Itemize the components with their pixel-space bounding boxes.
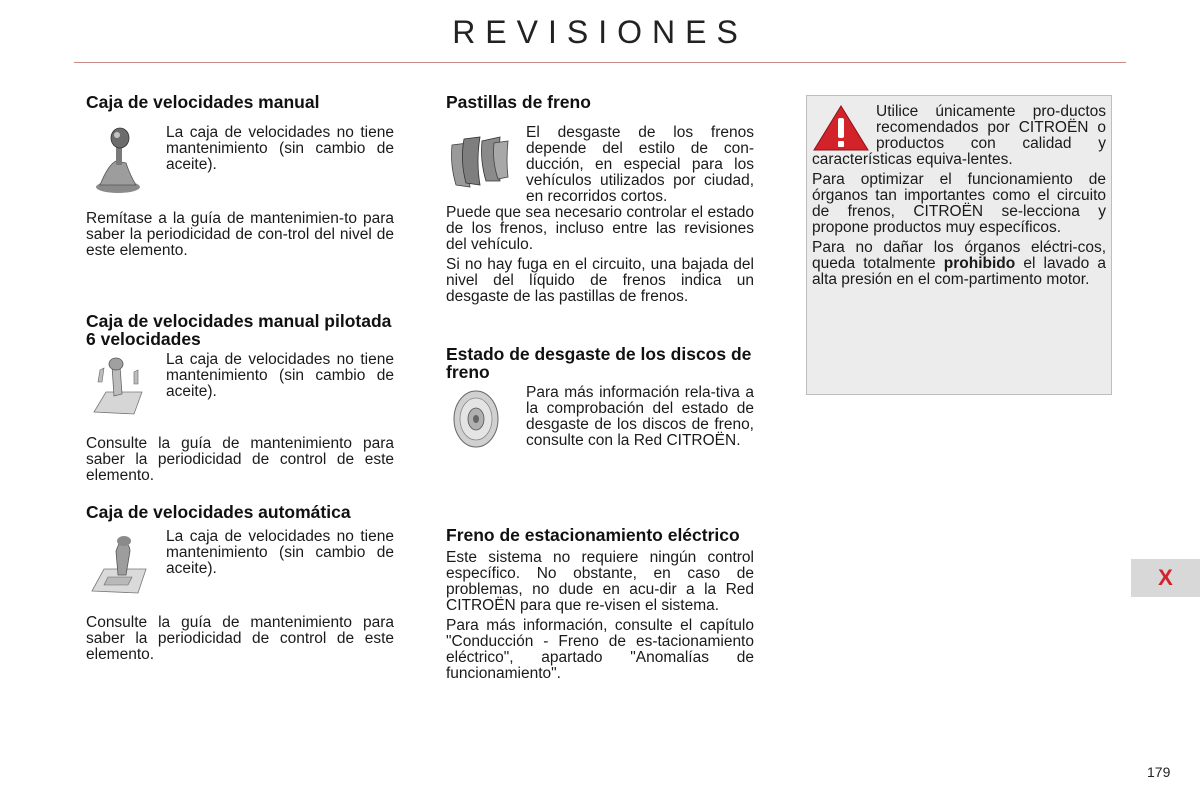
- title-divider: [74, 62, 1126, 63]
- gear-selector-icon: [86, 352, 152, 424]
- brake-pads-icon: [446, 125, 512, 197]
- body-text: Para más información, consulte el capítulo "Conducción - Freno de es-tacionamiento eléctrico", apartado "Anomalías de funcionamiento".: [446, 617, 754, 682]
- side-text: El desgaste de los frenos depende del estilo de con-ducción, en especial para los vehículos utilizados por ciudad, en recorridos cortos.: [526, 124, 754, 205]
- warning-text: Para optimizar el funcionamiento de órganos tan importantes como el circuito de frenos, CITROËN se-lecciona y propone productos muy específicos.: [812, 171, 1106, 236]
- section-automatic-gearbox: [86, 503, 394, 663]
- warning-box: [806, 95, 1112, 395]
- body-text: Este sistema no requiere ningún control específico. No obstante, en caso de problemas, no dude en acu-dir a la Red CITROËN para que re-visen el sistema.: [446, 549, 754, 614]
- automatic-selector-icon: [86, 529, 152, 601]
- section-electric-parking-brake: [446, 526, 754, 682]
- warning-icon: [812, 104, 870, 152]
- body-text: Puede que sea necesario controlar el estado de los frenos, incluso entre las revisiones del vehículo.: [446, 204, 754, 253]
- page-title: REVISIONES: [452, 14, 748, 50]
- section-heading: Freno de estacionamiento eléctrico: [446, 525, 740, 545]
- page-number: 179: [1147, 764, 1171, 780]
- section-brake-pads: [446, 93, 754, 305]
- body-text: Si no hay fuga en el circuito, una bajada del nivel del líquido de frenos indica un desgaste de las pastillas de frenos.: [446, 256, 754, 305]
- chapter-tab[interactable]: X: [1131, 559, 1200, 597]
- section-heading: Caja de velocidades automática: [86, 502, 351, 522]
- body-text: Remítase a la guía de mantenimien-to para saber la periodicidad de con-trol del nivel de este elemento.: [86, 210, 394, 259]
- side-text: La caja de velocidades no tiene mantenimiento (sin cambio de aceite).: [166, 124, 394, 173]
- section-heading: Pastillas de freno: [446, 92, 591, 112]
- warning-text: Utilice únicamente pro-ductos recomendados por CITROËN o productos con calidad y características equiva-lentes.: [812, 103, 1106, 168]
- section-heading: Caja de velocidades manual pilotada 6 velocidades: [86, 311, 392, 349]
- gear-lever-icon: [86, 125, 152, 197]
- section-heading: Caja de velocidades manual: [86, 92, 320, 112]
- body-text: Consulte la guía de mantenimiento para saber la periodicidad de control de este elemento.: [86, 435, 394, 484]
- section-brake-discs: [446, 345, 754, 449]
- side-text: La caja de velocidades no tiene mantenimiento (sin cambio de aceite).: [166, 351, 394, 400]
- warning-text: Para no dañar los órganos eléctri-cos, queda totalmente prohibido el lavado a alta presión en el com-partimento motor.: [812, 239, 1106, 288]
- section-heading: Estado de desgaste de los discos de freno: [446, 344, 752, 382]
- side-text: Para más información rela-tiva a la comprobación del estado de desgaste de los discos de freno, consulte con la Red CITROËN.: [526, 384, 754, 449]
- brake-disc-icon: [446, 385, 512, 457]
- section-piloted-gearbox: [86, 312, 394, 484]
- side-text: La caja de velocidades no tiene mantenimiento (sin cambio de aceite).: [166, 528, 394, 577]
- section-manual-gearbox: [86, 93, 394, 259]
- body-text: Consulte la guía de mantenimiento para saber la periodicidad de control de este elemento.: [86, 614, 394, 663]
